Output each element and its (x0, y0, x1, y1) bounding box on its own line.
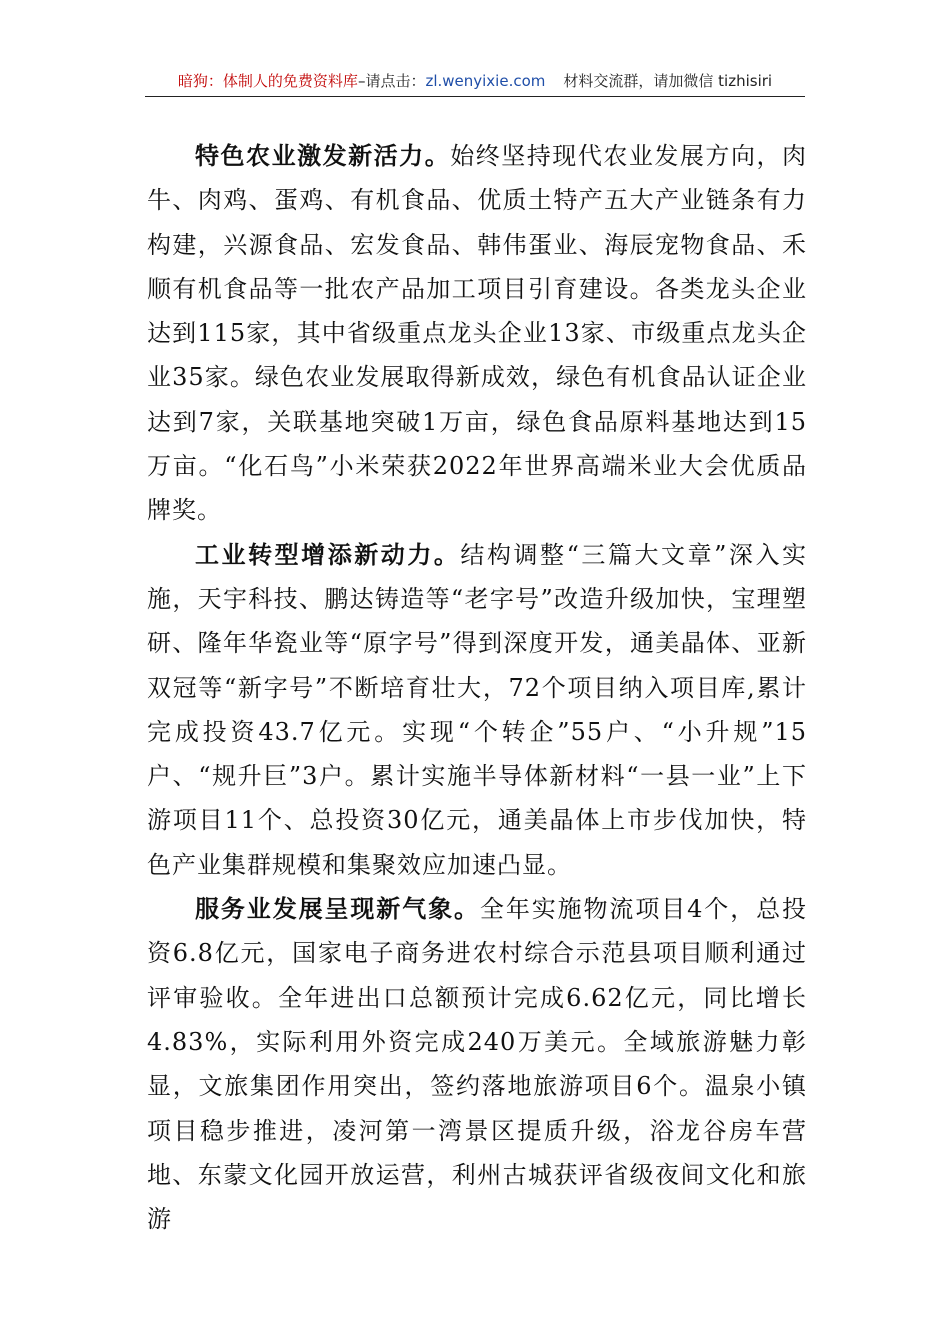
paragraph-lead-services: 服务业发展呈现新气象。 (195, 894, 480, 924)
paragraph-text-agriculture: 始终坚持现代农业发展方向，肉牛、肉鸡、蛋鸡、有机食品、优质土特产五大产业链条有力构建，兴源食品、宏发食品、韩伟蛋业、海辰宠物食品、禾顺有机食品等一批农产品加工项目引育建设。各类龙头企业达到115家，其中省级重点龙头企业13家、市级重点龙头企业35家。绿色农业发展取得新成效，绿色有机食品认证企业达到7家，关联基地突破1万亩，绿色食品原料基地达到15万亩。“化石鸟”小米荣获2022年世界高端米业大会优质品牌奖。 (147, 142, 808, 525)
document-body (147, 134, 807, 1241)
header-site-name: 暗狗：体制人的免费资料库 (177, 72, 358, 90)
paragraph-lead-industry: 工业转型增添新动力。 (195, 539, 461, 569)
paragraph-agriculture (147, 134, 807, 533)
header-url-link[interactable]: zl.wenyixie.com (425, 72, 546, 90)
page-header (145, 70, 805, 97)
paragraph-industry (147, 533, 807, 887)
paragraph-text-services: 全年实施物流项目4个，总投资6.8亿元，国家电子商务进农村综合示范县项目顺利通过评审验收。全年进出口总额预计完成6.62亿元，同比增长4.83%，实际利用外资完成240万美元。全域旅游魅力彰显，文旅集团作用突出，签约落地旅游项目6个。温泉小镇项目稳步推进，凌河第一湾景区提质升级，浴龙谷房车营地、东蒙文化园开放运营，利州古城获评省级夜间文化和旅游 (147, 895, 808, 1234)
paragraph-lead-agriculture: 特色农业激发新活力。 (195, 141, 451, 170)
header-click-prompt: –请点击： (357, 72, 426, 90)
paragraph-services (147, 887, 807, 1241)
header-group-note: 材料交流群，请加微信 tizhisiri (563, 72, 773, 90)
paragraph-text-industry: 结构调整“三篇大文章”深入实施，天宇科技、鹏达铸造等“老字号”改造升级加快，宝理塑研、隆年华瓷业等“原字号”得到深度开发，通美晶体、亚新双冠等“新字号”不断培育壮大，72个项目纳入项目库,累计完成投资43.7亿元。实现“个转企”55户、“小升规”15户、“规升巨”3户。累计实施半导体新材料“一县一业”上下游项目11个、总投资30亿元，通美晶体上市步伐加快，特色产业集群规模和集聚效应加速凸显。 (147, 540, 807, 879)
